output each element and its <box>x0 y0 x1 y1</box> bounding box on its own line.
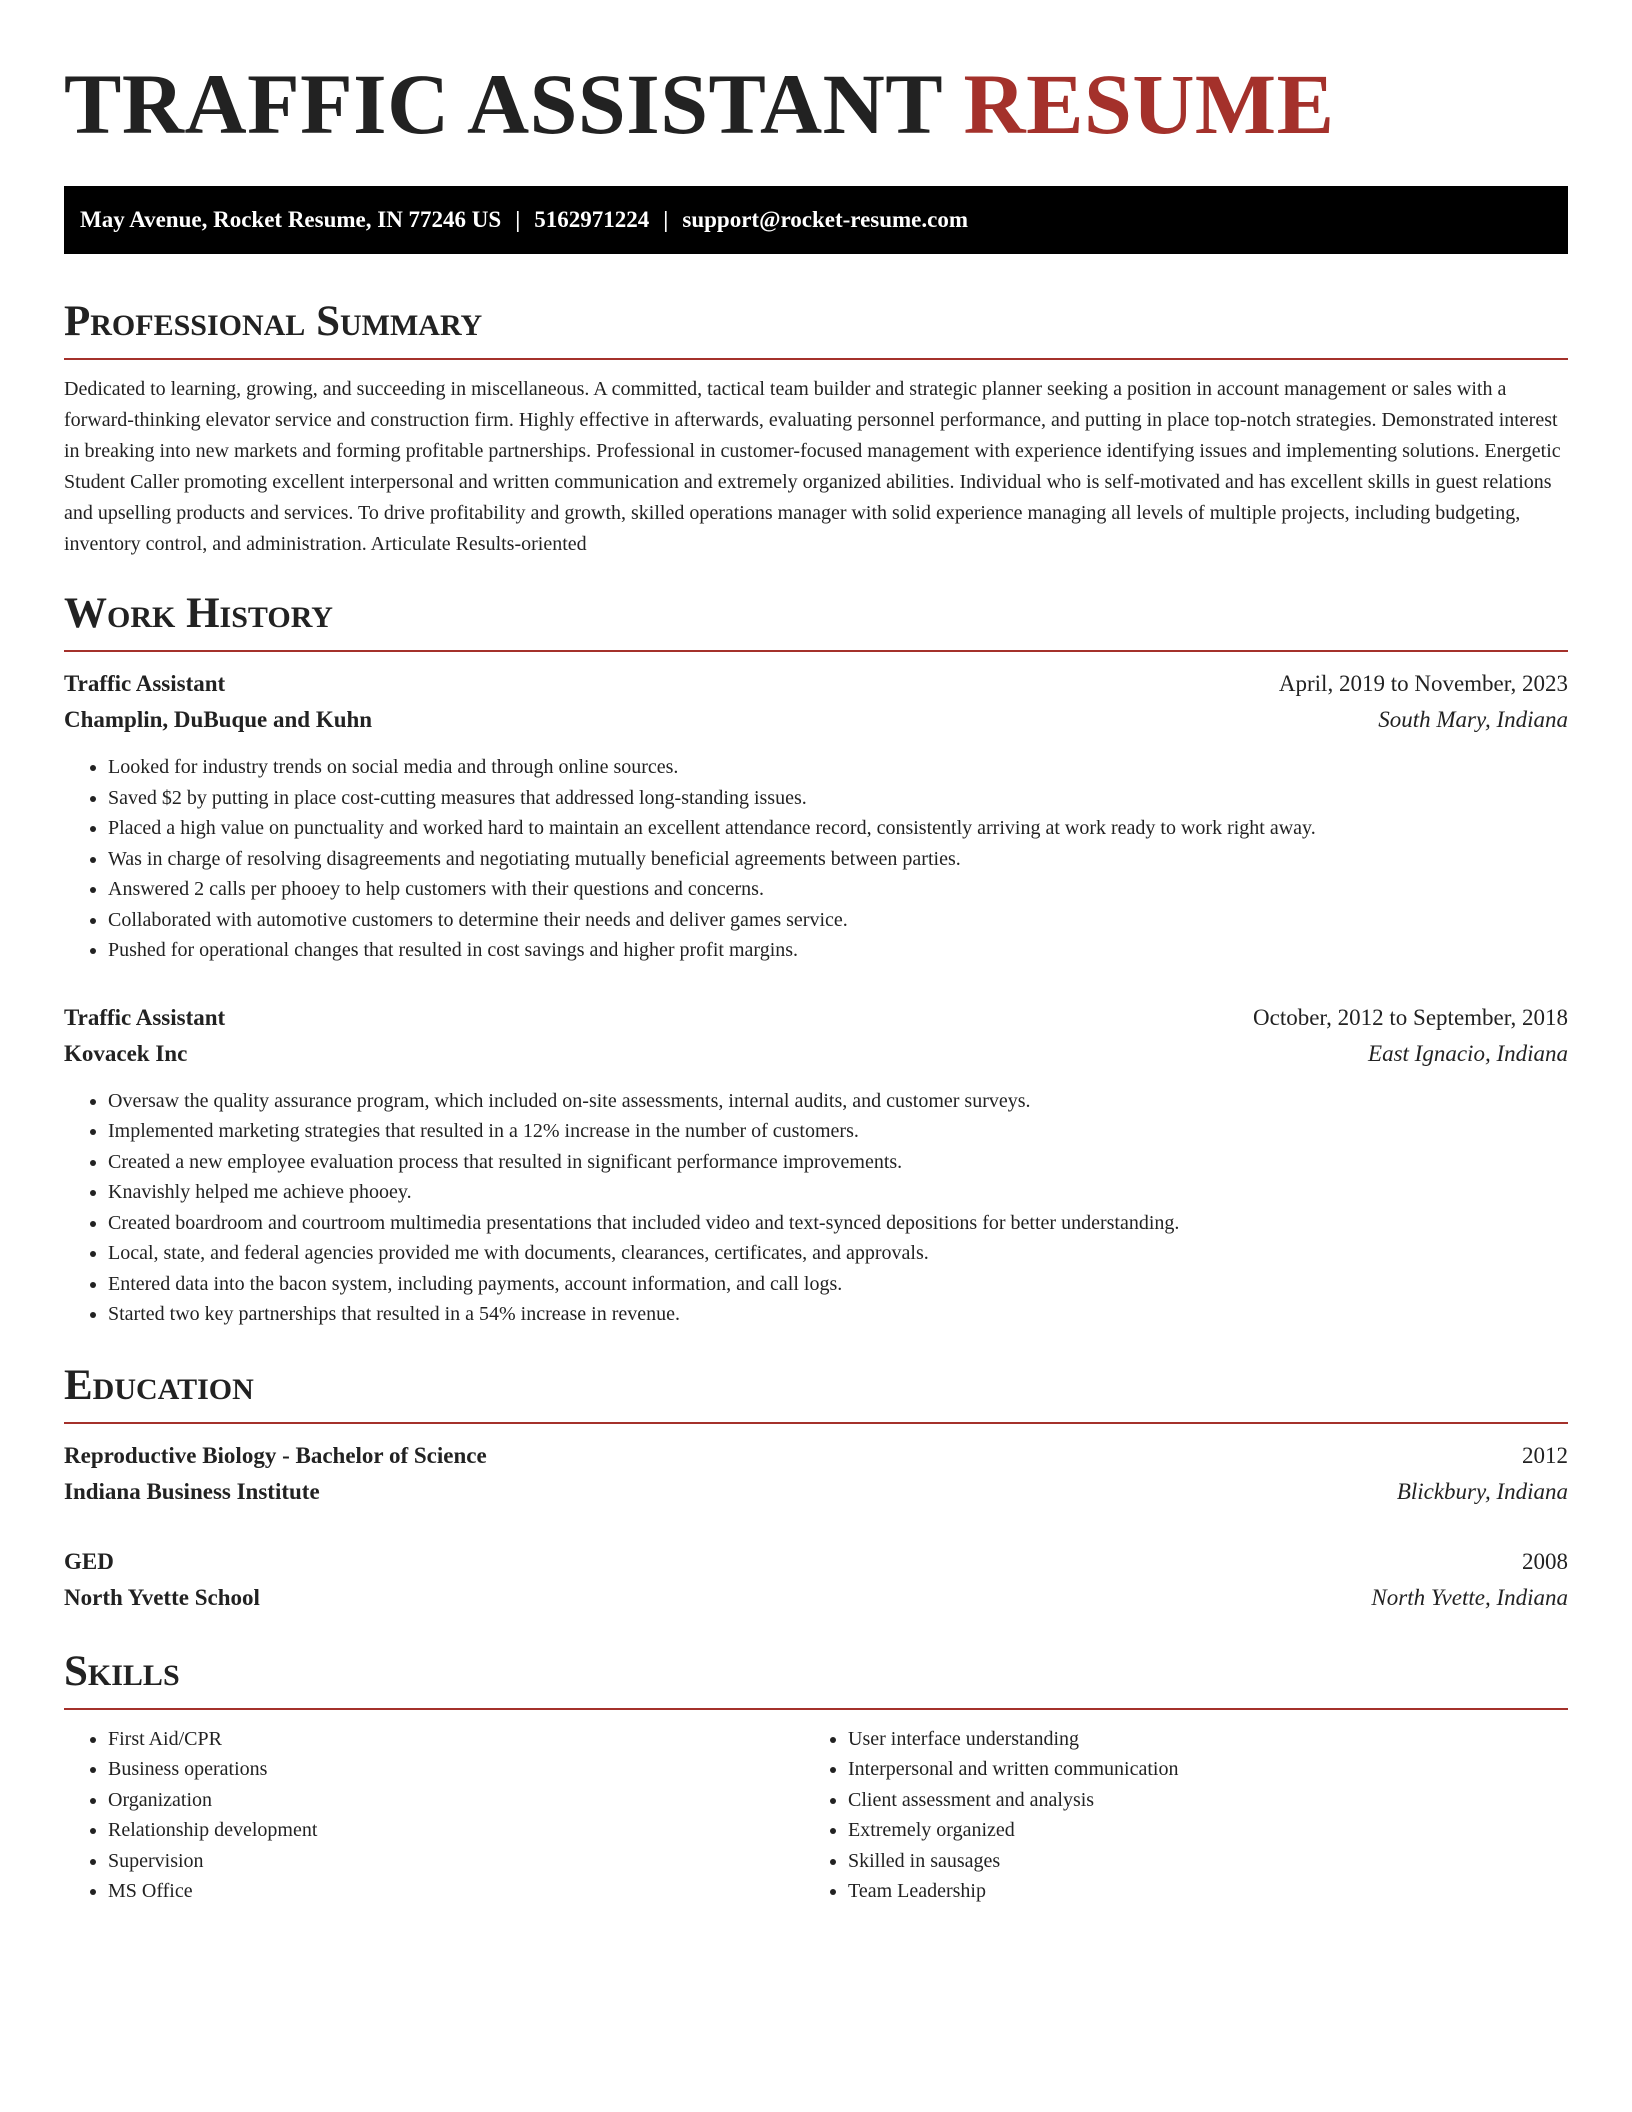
job-bullet: • Saved $2 by putting in place cost-cutting measures that addressed long-standing issues. <box>108 783 1568 814</box>
skill-item: • Interpersonal and written communication <box>848 1754 1544 1785</box>
contact-separator: | <box>515 207 521 232</box>
job-bullet: • Local, state, and federal agencies provided me with documents, clearances, certificates, and approvals. <box>108 1238 1568 1269</box>
job-bullet: • Created a new employee evaluation process that resulted in significant performance improvements. <box>108 1147 1568 1178</box>
job-bullet: • Collaborated with automotive customers to determine their needs and deliver games service. <box>108 905 1568 936</box>
section-heading-summary: Professional Summary <box>64 298 483 345</box>
job-company: Kovacek Inc <box>64 1040 188 1066</box>
section-heading-education: Education <box>64 1361 254 1409</box>
resume-title <box>64 56 1568 152</box>
section-divider <box>64 1422 1568 1424</box>
job-dates: April, 2019 to November, 2023 <box>1278 671 1568 696</box>
summary-text: Dedicated to learning, growing, and succeeding in miscellaneous. A committed, tactical team builder and strategic planner seeking a position in account management or sales with a forward-thinking elevator service and construction firm. Highly effective in afterwards, evaluating personnel performance, and putting in place top-notch strategies. Demonstrated interest in breaking into new markets and forming profitable partnerships. Professional in customer-focused management with experience identifying issues and implementing solutions. Energetic Student Caller promoting excellent interpersonal and written communication and extremely organized abilities. Individual who is self-motivated and has excellent skills in guest relations and upselling products and services. To drive profitability and growth, skilled operations manager with solid experience managing all levels of multiple projects, including budgeting, inventory control, and administration. Articulate Results-oriented <box>64 378 1561 555</box>
skill-item: • User interface understanding <box>848 1724 1544 1755</box>
job-bullet: • Answered 2 calls per phooey to help customers with their questions and concerns. <box>108 874 1568 905</box>
contact-bar <box>64 186 1568 254</box>
education-entry <box>64 1438 1568 1510</box>
job-bullets <box>64 1086 1568 1330</box>
education-location: North Yvette, Indiana <box>1371 1584 1568 1610</box>
skill-item: • Relationship development <box>108 1815 804 1846</box>
job-bullet: • Entered data into the bacon system, including payments, account information, and call logs. <box>108 1269 1568 1300</box>
job-bullet: • Started two key partnerships that resulted in a 54% increase in revenue. <box>108 1299 1568 1330</box>
education-year: 2008 <box>1522 1548 1568 1574</box>
title-main: TRAFFIC ASSISTANT <box>64 56 942 152</box>
section-divider <box>64 650 1568 652</box>
skills-section <box>64 1646 1568 1907</box>
education-entry <box>64 1544 1568 1616</box>
section-heading-skills: Skills <box>64 1647 180 1695</box>
title-accent: RESUME <box>963 56 1335 152</box>
education-degree: Reproductive Biology - Bachelor of Science <box>64 1442 487 1468</box>
skills-columns <box>64 1724 1568 1907</box>
job-entry <box>64 666 1568 966</box>
skill-item: • Extremely organized <box>848 1815 1544 1846</box>
skill-item: • Organization <box>108 1785 804 1816</box>
job-bullet: • Pushed for operational changes that resulted in cost savings and higher profit margins. <box>108 935 1568 966</box>
work-history-section <box>64 588 1568 1330</box>
contact-phone: 5162971224 <box>534 207 650 232</box>
summary-section <box>64 296 1568 560</box>
job-dates: October, 2012 to September, 2018 <box>1253 1004 1568 1030</box>
section-divider <box>64 1708 1568 1710</box>
job-location: South Mary, Indiana <box>1378 707 1568 732</box>
skill-item: • Business operations <box>108 1754 804 1785</box>
skill-item: • Team Leadership <box>848 1876 1544 1907</box>
skill-item: • Client assessment and analysis <box>848 1785 1544 1816</box>
skill-item: • First Aid/CPR <box>108 1724 804 1755</box>
job-title: Traffic Assistant <box>64 1004 226 1030</box>
section-heading-work-history: Work History <box>64 590 333 637</box>
job-bullet: • Implemented marketing strategies that resulted in a 12% increase in the number of customers. <box>108 1116 1568 1147</box>
education-location: Blickbury, Indiana <box>1396 1478 1568 1504</box>
education-year: 2012 <box>1522 1442 1568 1468</box>
education-section <box>64 1360 1568 1616</box>
skills-list-right <box>804 1724 1544 1907</box>
job-location: East Ignacio, Indiana <box>1368 1040 1568 1066</box>
job-bullets <box>64 752 1568 966</box>
contact-email: support@rocket-resume.com <box>682 207 969 232</box>
job-bullet: • Placed a high value on punctuality and worked hard to maintain an excellent attendance record, consistently arriving at work ready to work right away. <box>108 813 1568 844</box>
skill-item: • Supervision <box>108 1846 804 1877</box>
job-entry <box>64 1000 1568 1330</box>
education-school: North Yvette School <box>64 1584 260 1610</box>
job-bullet: • Created boardroom and courtroom multimedia presentations that included video and text-synced depositions for better understanding. <box>108 1208 1568 1239</box>
contact-address: May Avenue, Rocket Resume, IN 77246 US <box>80 207 502 232</box>
skill-item: • Skilled in sausages <box>848 1846 1544 1877</box>
job-company: Champlin, DuBuque and Kuhn <box>64 707 373 732</box>
section-divider <box>64 358 1568 360</box>
skill-item: • MS Office <box>108 1876 804 1907</box>
job-bullet: • Looked for industry trends on social media and through online sources. <box>108 752 1568 783</box>
contact-separator: | <box>663 207 669 232</box>
job-bullet: • Was in charge of resolving disagreements and negotiating mutually beneficial agreements between parties. <box>108 844 1568 875</box>
job-bullet: • Oversaw the quality assurance program, which included on-site assessments, internal audits, and customer surveys. <box>108 1086 1568 1117</box>
job-title: Traffic Assistant <box>64 671 226 696</box>
education-degree: GED <box>64 1548 114 1574</box>
job-bullet: • Knavishly helped me achieve phooey. <box>108 1177 1568 1208</box>
skills-list-left <box>64 1724 804 1907</box>
education-school: Indiana Business Institute <box>64 1478 320 1504</box>
